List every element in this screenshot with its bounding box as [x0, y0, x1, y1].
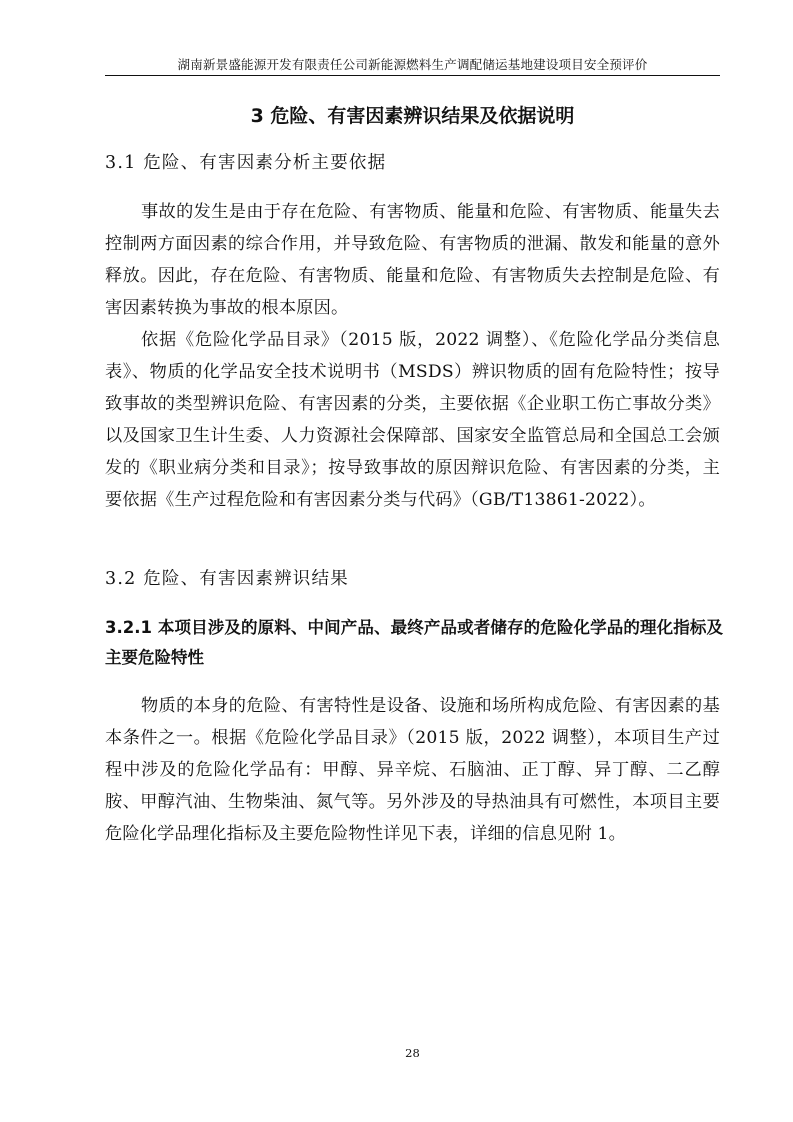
section-3-1-title: 3.1 危险、有害因素分析主要依据 [105, 153, 387, 173]
page-number: 28 [405, 1046, 420, 1060]
running-header: 湖南新景盛能源开发有限责任公司新能源燃料生产调配储运基地建设项目安全预评价 [177, 57, 648, 72]
section-3-1-paragraph-1: 事故的发生是由于存在危险、有害物质、能量和危险、有害物质、能量失去控制两方面因素的综合作用，并导致危险、有害物质的泄漏、散发和能量的意外释放。因此，存在危险、有害物质、能量和危险、有害物质失去控制是危险、有害因素转换为事故的根本原因。 [105, 202, 720, 318]
chapter-title: 3 危险、有害因素辨识结果及依据说明 [250, 105, 575, 127]
section-3-2-title: 3.2 危险、有害因素辨识结果 [105, 569, 349, 589]
header-divider [105, 75, 720, 76]
subsection-3-2-1-title: 3.2.1 本项目涉及的原料、中间产品、最终产品或者储存的危险化学品的理化指标及主要危险特性 [105, 618, 723, 667]
subsection-3-2-1-paragraph: 物质的本身的危险、有害特性是设备、设施和场所构成危险、有害因素的基本条件之一。根据《危险化学品目录》（2015 版，2022 调整），本项目生产过程中涉及的危险化学品有：甲醇、异辛烷、石脑油、正丁醇、异丁醇、二乙醇胺、甲醇汽油、生物柴油、氮气等。另外涉及的导热油具有可燃性，本项目主要危险化学品理化指标及主要危险物性详见下表，详细的信息见附 1。 [105, 696, 720, 844]
section-3-1-paragraph-2: 依据《危险化学品目录》（2015 版，2022 调整）、《危险化学品分类信息表》、物质的化学品安全技术说明书（MSDS）辨识物质的固有危险特性；按导致事故的类型辨识危险、有害因素的分类，主要依据《企业职工伤亡事故分类》以及国家卫生计生委、人力资源社会保障部、国家安全监管总局和全国总工会颁发的《职业病分类和目录》；按导致事故的原因辩识危险、有害因素的分类，主要依据《生产过程危险和有害因素分类与代码》（GB/T13861-2022）。 [105, 330, 720, 510]
